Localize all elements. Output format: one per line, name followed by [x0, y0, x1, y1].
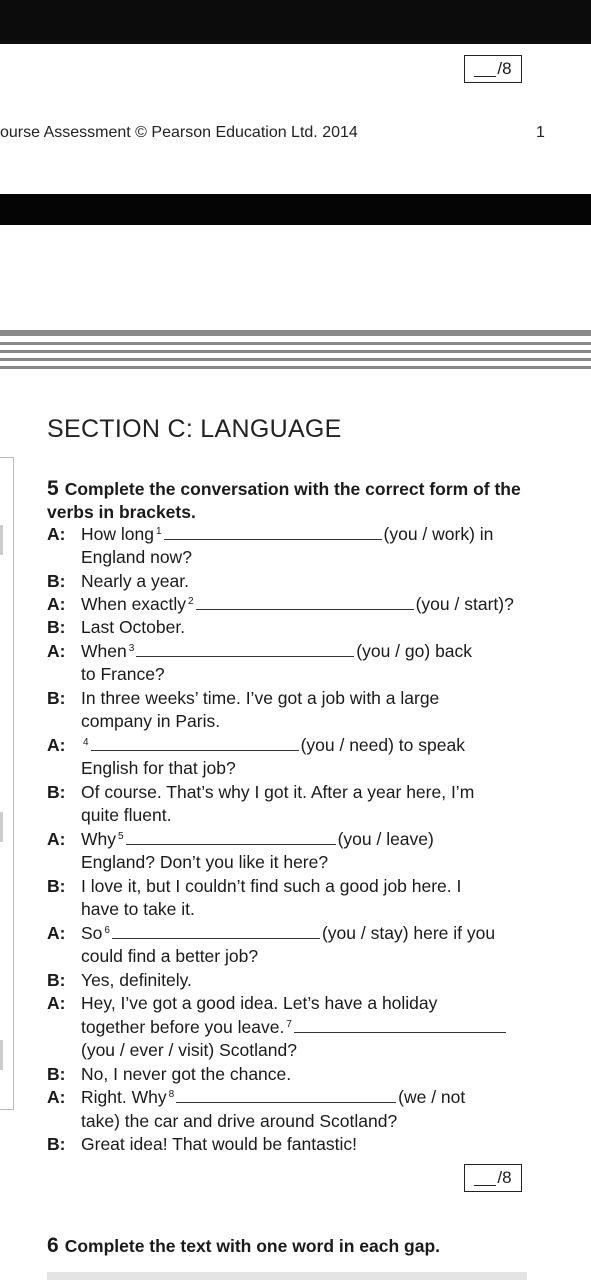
speaker-label: B:	[47, 970, 66, 990]
score-value: /8	[497, 1168, 512, 1187]
dialogue-text	[81, 640, 472, 663]
header-rule	[0, 358, 591, 361]
speaker-label: B:	[47, 1134, 66, 1154]
dialogue-text	[81, 1016, 508, 1039]
line-text: (you / ever / visit) Scotland?	[81, 1040, 297, 1060]
text-panel	[47, 1272, 527, 1280]
dialogue-text	[81, 593, 514, 616]
dialogue-text	[81, 546, 192, 569]
dialogue-text	[81, 945, 258, 968]
line-text: Hey, I’ve got a good idea. Let’s have a holiday	[81, 993, 438, 1013]
question-6-instruction	[47, 1234, 537, 1258]
dialogue-text	[81, 757, 236, 780]
gap-number: 4	[83, 737, 89, 748]
line-text: take) the car and drive around Scotland?	[81, 1111, 398, 1131]
question-5-instruction	[47, 477, 537, 524]
answer-gap-3[interactable]	[136, 640, 354, 657]
dialogue-text	[81, 616, 185, 639]
gap-number: 2	[188, 596, 194, 607]
speaker-label: B:	[47, 876, 66, 896]
line-text: Great idea! That would be fantastic!	[81, 1134, 357, 1154]
line-text: Yes, definitely.	[81, 970, 192, 990]
answer-gap-8[interactable]	[176, 1086, 396, 1103]
dialogue-text	[81, 851, 328, 874]
speaker-label: A:	[47, 993, 66, 1013]
dialogue-text	[81, 898, 195, 921]
speaker-label: A:	[47, 829, 66, 849]
line-text: could find a better job?	[81, 946, 259, 966]
answer-gap-5[interactable]	[126, 828, 336, 845]
dialogue-text	[81, 922, 495, 945]
score-box	[464, 1164, 522, 1192]
gap-number: 8	[168, 1089, 175, 1100]
top-dark-band	[0, 0, 591, 44]
gap-number: 3	[128, 643, 135, 654]
dialogue-text	[81, 734, 465, 757]
header-rule	[0, 366, 591, 369]
line-text: together before you leave.	[81, 1017, 285, 1037]
footer-copyright: ourse Assessment © Pearson Education Ltd. 2014	[0, 124, 358, 141]
gap-number: 7	[286, 1019, 292, 1030]
line-text: When	[81, 641, 127, 661]
verb-prompt: (you / need) to speak	[300, 735, 465, 755]
dialogue-text	[81, 992, 437, 1015]
dialogue-text	[81, 969, 192, 992]
verb-prompt: (you / start)?	[415, 594, 514, 614]
verb-prompt: (you / leave)	[337, 829, 434, 849]
line-text: quite fluent.	[81, 805, 172, 825]
line-text: to France?	[81, 664, 165, 684]
score-blank	[474, 62, 496, 77]
dialogue-text	[81, 1086, 465, 1109]
line-text: In three weeks’ time. I’ve got a job with a large	[81, 688, 440, 708]
line-text: Last October.	[81, 617, 186, 637]
question-number: 6	[47, 1234, 59, 1257]
dialogue-text	[81, 781, 474, 804]
line-text: No, I never got the chance.	[81, 1064, 292, 1084]
speaker-label: A:	[47, 524, 66, 544]
line-text: So	[81, 923, 103, 943]
line-text: Nearly a year.	[81, 571, 189, 591]
line-text: I love it, but I couldn’t find such a good job here. I	[81, 876, 462, 896]
dialogue-text	[81, 570, 189, 593]
gap-number: 1	[155, 526, 162, 537]
answer-gap-2[interactable]	[196, 593, 414, 610]
dialogue-text	[81, 710, 220, 733]
answer-gap-1[interactable]	[164, 523, 382, 540]
line-text: How long	[81, 524, 154, 544]
dialogue-text	[81, 663, 165, 686]
header-rule	[0, 330, 591, 336]
line-text: Right. Why	[81, 1087, 167, 1107]
dialogue-text	[81, 875, 461, 898]
speaker-label: B:	[47, 688, 66, 708]
header-rule	[0, 342, 591, 345]
line-text: England? Don’t you like it here?	[81, 852, 329, 872]
speaker-label: B:	[47, 617, 66, 637]
header-rule	[0, 350, 591, 353]
dialogue-text	[81, 1063, 291, 1086]
dialogue-text	[81, 1110, 397, 1133]
verb-prompt: (we / not	[398, 1087, 466, 1107]
gap-number: 6	[104, 925, 110, 936]
gap-number: 5	[118, 831, 124, 842]
answer-gap-6[interactable]	[112, 922, 320, 939]
dialogue-text	[81, 523, 493, 546]
margin-mark	[0, 525, 3, 555]
verb-prompt: (you / work) in	[383, 524, 494, 544]
margin-mark	[0, 812, 3, 842]
score-blank	[474, 1171, 496, 1186]
speaker-label: B:	[47, 782, 66, 802]
answer-gap-4[interactable]	[91, 734, 299, 751]
line-text: company in Paris.	[81, 711, 221, 731]
speaker-label: A:	[47, 641, 66, 661]
line-text: Of course. That’s why I got it. After a year here, I’m	[81, 782, 475, 802]
score-value: /8	[497, 59, 512, 78]
verb-prompt: (you / go) back	[356, 641, 473, 661]
line-text: England now?	[81, 547, 192, 567]
line-text: English for that job?	[81, 758, 236, 778]
question-text: Complete the text with one word in each gap.	[64, 1236, 441, 1256]
speaker-label: A:	[47, 923, 66, 943]
question-number: 5	[47, 477, 59, 500]
line-text: When exactly	[81, 594, 187, 614]
verb-prompt: (you / stay) here if you	[321, 923, 496, 943]
question-text: Complete the conversation with the correct form of the verbs in brackets.	[47, 479, 521, 522]
dialogue-text	[81, 687, 439, 710]
dialogue-text	[81, 1039, 297, 1062]
page-divider-band	[0, 194, 591, 225]
page-number: 1	[536, 124, 545, 141]
dialogue-text	[81, 828, 434, 851]
speaker-label: B:	[47, 571, 66, 591]
line-text: Why	[81, 829, 116, 849]
score-box	[464, 55, 522, 83]
section-title: SECTION C: LANGUAGE	[47, 415, 342, 443]
speaker-label: A:	[47, 735, 66, 755]
speaker-label: B:	[47, 1064, 66, 1084]
dialogue-text	[81, 1133, 357, 1156]
speaker-label: A:	[47, 594, 66, 614]
dialogue-text	[81, 804, 171, 827]
margin-mark	[0, 1040, 3, 1070]
line-text: have to take it.	[81, 899, 195, 919]
answer-gap-7[interactable]	[294, 1016, 506, 1033]
speaker-label: A:	[47, 1087, 66, 1107]
